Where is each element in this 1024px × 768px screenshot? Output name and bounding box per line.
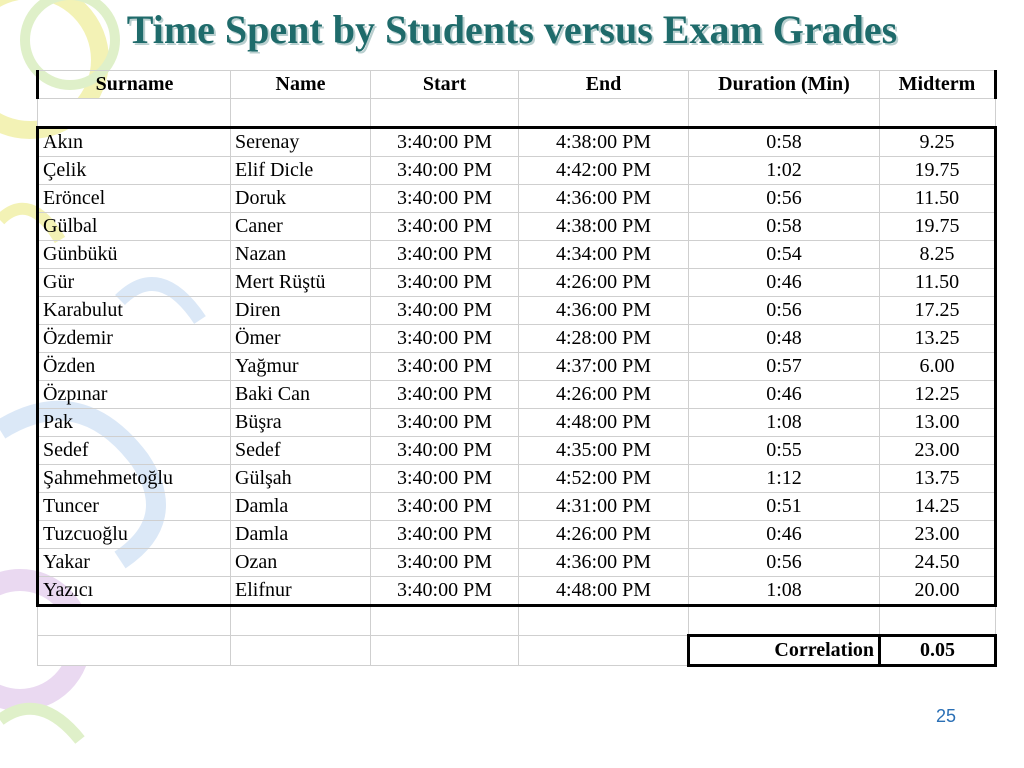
surname-cell: Yazıcı	[38, 577, 231, 606]
name-cell: Ozan	[231, 549, 371, 577]
end-cell: 4:38:00 PM	[519, 128, 689, 157]
name-cell: Yağmur	[231, 353, 371, 381]
duration-cell: 0:56	[689, 185, 880, 213]
duration-cell: 0:51	[689, 493, 880, 521]
header-name: Name	[231, 71, 371, 99]
header-start: Start	[371, 71, 519, 99]
table-row	[38, 381, 996, 409]
header-midterm: Midterm	[880, 71, 996, 99]
name-cell: Sedef	[231, 437, 371, 465]
table-row	[38, 549, 996, 577]
midterm-cell: 11.50	[880, 269, 996, 297]
table-row	[38, 157, 996, 185]
surname-cell: Özdemir	[38, 325, 231, 353]
start-cell: 3:40:00 PM	[371, 269, 519, 297]
end-cell: 4:48:00 PM	[519, 577, 689, 606]
midterm-cell: 13.00	[880, 409, 996, 437]
table-row	[38, 297, 996, 325]
header-end: End	[519, 71, 689, 99]
header-duration: Duration (Min)	[689, 71, 880, 99]
name-cell: Ömer	[231, 325, 371, 353]
spacer-row	[38, 99, 996, 128]
duration-cell: 0:46	[689, 521, 880, 549]
name-cell: Elif Dicle	[231, 157, 371, 185]
start-cell: 3:40:00 PM	[371, 241, 519, 269]
name-cell: Elifnur	[231, 577, 371, 606]
start-cell: 3:40:00 PM	[371, 213, 519, 241]
surname-cell: Şahmehmetoğlu	[38, 465, 231, 493]
midterm-cell: 11.50	[880, 185, 996, 213]
table-row	[38, 353, 996, 381]
midterm-cell: 12.25	[880, 381, 996, 409]
surname-cell: Özpınar	[38, 381, 231, 409]
start-cell: 3:40:00 PM	[371, 493, 519, 521]
start-cell: 3:40:00 PM	[371, 325, 519, 353]
start-cell: 3:40:00 PM	[371, 409, 519, 437]
end-cell: 4:37:00 PM	[519, 353, 689, 381]
start-cell: 3:40:00 PM	[371, 381, 519, 409]
end-cell: 4:26:00 PM	[519, 381, 689, 409]
table-row	[38, 521, 996, 549]
midterm-cell: 13.25	[880, 325, 996, 353]
table-row	[38, 465, 996, 493]
table-row	[38, 185, 996, 213]
end-cell: 4:36:00 PM	[519, 549, 689, 577]
correlation-row	[38, 636, 996, 666]
surname-cell: Pak	[38, 409, 231, 437]
header-row	[38, 71, 996, 99]
midterm-cell: 6.00	[880, 353, 996, 381]
surname-cell: Günbükü	[38, 241, 231, 269]
spacer-row	[38, 606, 996, 636]
surname-cell: Gür	[38, 269, 231, 297]
start-cell: 3:40:00 PM	[371, 128, 519, 157]
surname-cell: Eröncel	[38, 185, 231, 213]
duration-cell: 0:54	[689, 241, 880, 269]
surname-cell: Tuzcuoğlu	[38, 521, 231, 549]
start-cell: 3:40:00 PM	[371, 185, 519, 213]
surname-cell: Akın	[38, 128, 231, 157]
start-cell: 3:40:00 PM	[371, 549, 519, 577]
surname-cell: Gülbal	[38, 213, 231, 241]
midterm-cell: 19.75	[880, 213, 996, 241]
surname-cell: Tuncer	[38, 493, 231, 521]
surname-cell: Özden	[38, 353, 231, 381]
name-cell: Serenay	[231, 128, 371, 157]
duration-cell: 1:08	[689, 409, 880, 437]
duration-cell: 0:56	[689, 297, 880, 325]
name-cell: Diren	[231, 297, 371, 325]
end-cell: 4:52:00 PM	[519, 465, 689, 493]
header-surname: Surname	[38, 71, 231, 99]
end-cell: 4:31:00 PM	[519, 493, 689, 521]
duration-cell: 0:56	[689, 549, 880, 577]
page-number: 25	[936, 706, 957, 726]
name-cell: Gülşah	[231, 465, 371, 493]
table-row	[38, 325, 996, 353]
end-cell: 4:34:00 PM	[519, 241, 689, 269]
name-cell: Baki Can	[231, 381, 371, 409]
table-row	[38, 241, 996, 269]
surname-cell: Karabulut	[38, 297, 231, 325]
duration-cell: 0:48	[689, 325, 880, 353]
duration-cell: 1:08	[689, 577, 880, 606]
midterm-cell: 23.00	[880, 437, 996, 465]
table-row	[38, 213, 996, 241]
end-cell: 4:36:00 PM	[519, 297, 689, 325]
name-cell: Büşra	[231, 409, 371, 437]
start-cell: 3:40:00 PM	[371, 437, 519, 465]
start-cell: 3:40:00 PM	[371, 157, 519, 185]
duration-cell: 0:46	[689, 269, 880, 297]
end-cell: 4:42:00 PM	[519, 157, 689, 185]
name-cell: Nazan	[231, 241, 371, 269]
duration-cell: 1:02	[689, 157, 880, 185]
name-cell: Damla	[231, 521, 371, 549]
name-cell: Damla	[231, 493, 371, 521]
end-cell: 4:26:00 PM	[519, 269, 689, 297]
midterm-cell: 8.25	[880, 241, 996, 269]
end-cell: 4:28:00 PM	[519, 325, 689, 353]
student-time-table	[36, 70, 997, 667]
midterm-cell: 9.25	[880, 128, 996, 157]
duration-cell: 0:57	[689, 353, 880, 381]
duration-cell: 0:58	[689, 213, 880, 241]
name-cell: Mert Rüştü	[231, 269, 371, 297]
midterm-cell: 17.25	[880, 297, 996, 325]
end-cell: 4:26:00 PM	[519, 521, 689, 549]
end-cell: 4:36:00 PM	[519, 185, 689, 213]
name-cell: Caner	[231, 213, 371, 241]
duration-cell: 1:12	[689, 465, 880, 493]
end-cell: 4:35:00 PM	[519, 437, 689, 465]
end-cell: 4:38:00 PM	[519, 213, 689, 241]
slide-title: Time Spent by Students versus Exam Grades	[126, 7, 898, 52]
surname-cell: Çelik	[38, 157, 231, 185]
start-cell: 3:40:00 PM	[371, 465, 519, 493]
midterm-cell: 23.00	[880, 521, 996, 549]
start-cell: 3:40:00 PM	[371, 297, 519, 325]
surname-cell: Sedef	[38, 437, 231, 465]
midterm-cell: 14.25	[880, 493, 996, 521]
table-row	[38, 437, 996, 465]
midterm-cell: 13.75	[880, 465, 996, 493]
correlation-label: Correlation	[689, 636, 880, 666]
end-cell: 4:48:00 PM	[519, 409, 689, 437]
duration-cell: 0:58	[689, 128, 880, 157]
correlation-value: 0.05	[880, 636, 996, 666]
start-cell: 3:40:00 PM	[371, 577, 519, 606]
table-row	[38, 493, 996, 521]
start-cell: 3:40:00 PM	[371, 353, 519, 381]
name-cell: Doruk	[231, 185, 371, 213]
table-row	[38, 577, 996, 606]
duration-cell: 0:55	[689, 437, 880, 465]
midterm-cell: 19.75	[880, 157, 996, 185]
start-cell: 3:40:00 PM	[371, 521, 519, 549]
table-row	[38, 409, 996, 437]
midterm-cell: 20.00	[880, 577, 996, 606]
deco-swirl-green-bottom	[0, 709, 80, 740]
table-row	[38, 269, 996, 297]
duration-cell: 0:46	[689, 381, 880, 409]
surname-cell: Yakar	[38, 549, 231, 577]
table-row	[38, 128, 996, 157]
midterm-cell: 24.50	[880, 549, 996, 577]
